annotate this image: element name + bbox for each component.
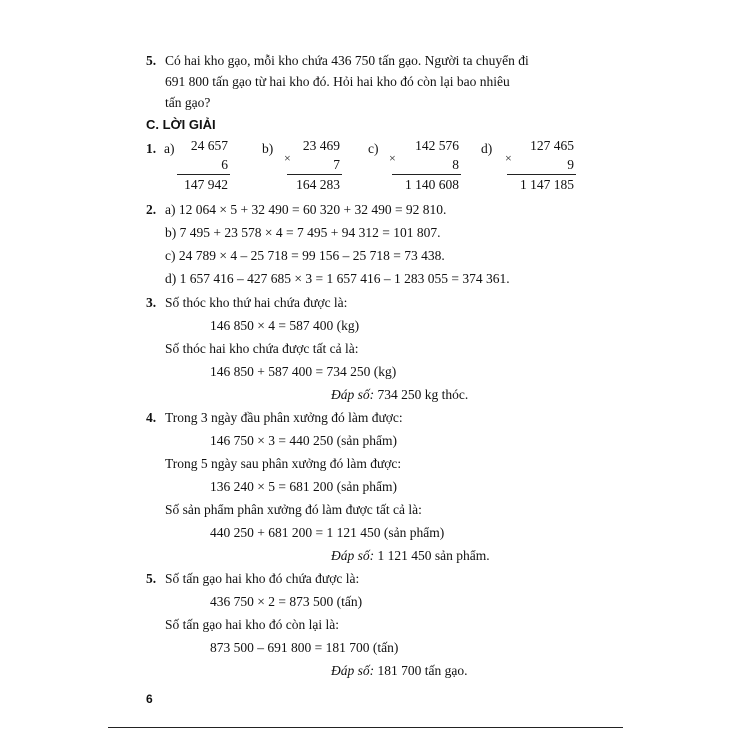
solution-4-number: 4. <box>146 410 157 425</box>
problem-5-line-3: tấn gạo? <box>165 95 211 110</box>
bottom-rule <box>108 727 623 728</box>
mult-b-label: b) <box>262 141 274 156</box>
answer-label: Đáp số: <box>331 548 375 563</box>
mult-c-multiplier: 8 <box>452 157 459 172</box>
solution-3-answer <box>331 387 468 403</box>
mult-c-rule <box>392 174 461 175</box>
mult-d-times-sign: × <box>505 151 512 165</box>
mult-a-label: a) <box>164 141 175 156</box>
mult-b-top: 23 469 <box>302 138 340 153</box>
answer-value: 181 700 tấn gạo. <box>374 663 468 678</box>
answer-value: 734 250 kg thóc. <box>374 387 469 402</box>
mult-c-result: 1 140 608 <box>405 177 459 192</box>
solution-4-line-3: Trong 5 ngày sau phân xưởng đó làm được: <box>165 456 402 471</box>
mult-a-rule <box>177 174 230 175</box>
page-number: 6 <box>146 692 153 706</box>
solution-4-line-2: 146 750 × 3 = 440 250 (sản phẩm) <box>210 433 397 448</box>
solution-2-line-b: b) 7 495 + 23 578 × 4 = 7 495 + 94 312 = 101 807. <box>165 225 441 240</box>
problem-5-line-2: 691 800 tấn gạo từ hai kho đó. Hỏi hai kho đó còn lại bao nhiêu <box>165 74 510 89</box>
solution-2-line-d: d) 1 657 416 – 427 685 × 3 = 1 657 416 – 1 283 055 = 374 361. <box>165 271 510 286</box>
mult-d-top: 127 465 <box>530 138 574 153</box>
answer-label: Đáp số: <box>331 663 375 678</box>
answer-value: 1 121 450 sản phẩm. <box>374 548 490 563</box>
solution-4-line-6: 440 250 + 681 200 = 1 121 450 (sản phẩm) <box>210 525 445 540</box>
answer-label: Đáp số: <box>331 387 375 402</box>
mult-b-multiplier: 7 <box>333 157 340 172</box>
mult-b-rule <box>287 174 342 175</box>
solution-4-line-4: 136 240 × 5 = 681 200 (sản phẩm) <box>210 479 397 494</box>
mult-d-label: d) <box>481 141 493 156</box>
problem-5-line-1: Có hai kho gạo, mỗi kho chứa 436 750 tấn gạo. Người ta chuyển đi <box>165 53 529 68</box>
solution-4-line-1: Trong 3 ngày đầu phân xưởng đó làm được: <box>165 410 403 425</box>
mult-a-multiplier: 6 <box>221 157 228 172</box>
mult-b-times-sign: × <box>284 151 291 165</box>
mult-a-top: 24 657 <box>190 138 228 153</box>
solution-5-number: 5. <box>146 571 157 586</box>
solution-2-line-c: c) 24 789 × 4 – 25 718 = 99 156 – 25 718 = 73 438. <box>165 248 445 263</box>
solution-5-line-3: Số tấn gạo hai kho đó còn lại là: <box>165 617 339 632</box>
solution-3-number: 3. <box>146 295 157 310</box>
solution-5-answer <box>331 663 468 679</box>
solution-3-line-3: Số thóc hai kho chứa được tất cả là: <box>165 341 359 356</box>
mult-a-result: 147 942 <box>184 177 228 192</box>
mult-c-label: c) <box>368 141 379 156</box>
mult-b-result: 164 283 <box>296 177 340 192</box>
mult-d-result: 1 147 185 <box>520 177 574 192</box>
solution-2-number: 2. <box>146 202 157 217</box>
solution-5-line-1: Số tấn gạo hai kho đó chứa được là: <box>165 571 360 586</box>
solution-2-line-a: a) 12 064 × 5 + 32 490 = 60 320 + 32 490 = 92 810. <box>165 202 447 217</box>
solution-5-line-4: 873 500 – 691 800 = 181 700 (tấn) <box>210 640 399 655</box>
solution-3-line-4: 146 850 + 587 400 = 734 250 (kg) <box>210 364 397 379</box>
solution-4-line-5: Số sản phẩm phân xưởng đó làm được tất cả là: <box>165 502 422 517</box>
mult-d-multiplier: 9 <box>567 157 574 172</box>
mult-c-times-sign: × <box>389 151 396 165</box>
solution-3-line-1: Số thóc kho thứ hai chứa được là: <box>165 295 348 310</box>
solution-1-number: 1. <box>146 141 157 156</box>
solution-4-answer <box>331 548 490 564</box>
solution-5-line-2: 436 750 × 2 = 873 500 (tấn) <box>210 594 363 609</box>
problem-5-number: 5. <box>146 53 157 68</box>
section-title: C. LỜI GIẢI <box>146 117 216 132</box>
mult-d-rule <box>507 174 576 175</box>
mult-c-top: 142 576 <box>415 138 459 153</box>
solution-3-line-2: 146 850 × 4 = 587 400 (kg) <box>210 318 360 333</box>
